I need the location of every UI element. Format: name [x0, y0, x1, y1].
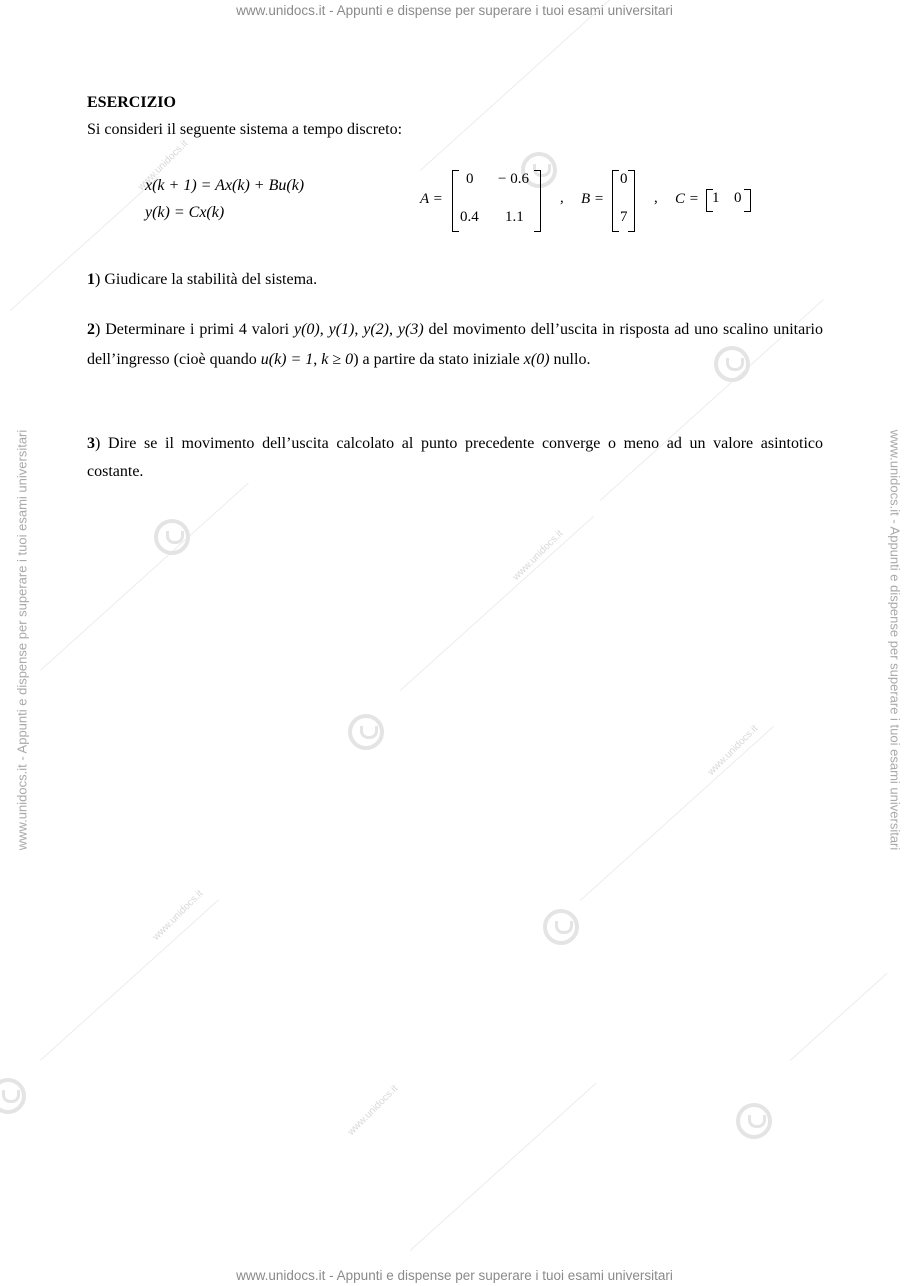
separator-comma: , [560, 190, 564, 206]
small-watermark: www.unidocs.it [705, 723, 761, 778]
exercise-title: ESERCIZIO [87, 94, 176, 111]
question-2-text-d: nullo. [549, 351, 591, 368]
matrix-b-label: B = [581, 191, 605, 207]
question-2-text-b: del movimento dell’uscita in risposta ad uno scalino unitario dell’ingresso (cioè quando [87, 321, 823, 368]
question-2-text-c: ) a partire da stato iniziale [353, 351, 524, 368]
left-side-watermark: www.unidocs.it - Appunti e dispense per superare i tuoi esami universitari [14, 429, 30, 851]
diagonal-line [400, 516, 594, 691]
small-watermark: www.unidocs.it [345, 1083, 401, 1138]
matrix-a-r1c2: − 0.6 [498, 171, 529, 187]
unidocs-logo-icon [0, 1078, 26, 1114]
question-2-y0: y(0) [293, 321, 320, 338]
matrix-b-right-bracket [628, 170, 635, 232]
separator-comma: , [654, 190, 658, 206]
matrix-c-label: C = [675, 191, 699, 207]
question-2-y1: y(1) [328, 321, 355, 338]
question-2-y2: y(2) [363, 321, 390, 338]
diagonal-line [410, 1083, 596, 1251]
matrix-b-r1: 0 [620, 171, 628, 187]
matrix-a-left-bracket [452, 170, 459, 232]
exercise-intro: Si consideri il seguente sistema a tempo discreto: [87, 121, 403, 138]
unidocs-logo-icon [154, 519, 190, 555]
unidocs-logo-icon [543, 909, 579, 945]
question-2-number: 2 [87, 321, 95, 338]
question-3 [87, 430, 823, 486]
output-equation: y(k) = Cx(k) [145, 204, 225, 221]
right-side-watermark: www.unidocs.it - Appunti e dispense per superare i tuoi esami universitari [887, 429, 903, 851]
matrix-c-right-bracket [744, 189, 751, 212]
small-watermark: www.unidocs.it [150, 888, 206, 943]
question-2-x0: x(0) [523, 351, 550, 368]
matrix-c-c1: 1 [712, 190, 720, 206]
question-1 [87, 265, 823, 295]
small-watermark: www.unidocs.it [510, 528, 566, 583]
header-watermark: www.unidocs.it - Appunti e dispense per superare i tuoi esami universitari [236, 3, 673, 18]
small-watermark: www.unidocs.it [135, 138, 191, 193]
diagonal-line [790, 973, 887, 1061]
question-1-number: 1 [87, 271, 95, 288]
question-2-y3: y(3) [397, 321, 424, 338]
question-2-condition: k ≥ 0 [321, 351, 354, 368]
unidocs-logo-icon [348, 714, 384, 750]
diagonal-line [40, 483, 249, 671]
diagonal-line [40, 899, 219, 1060]
matrix-a-right-bracket [534, 170, 541, 232]
matrix-c-c2: 0 [734, 190, 742, 206]
state-equation: x(k + 1) = Ax(k) + Bu(k) [145, 177, 305, 194]
question-2: 2) Determinare i primi 4 valori y(0), y(1), y(2), y(3) del movimento dell’uscita in risposta ad uno scalino unitario dell’ingresso (cioè quando u(k) = 1, k ≥ 0) a partire da stato iniziale x(0) nullo. [87, 321, 823, 368]
question-3-number: 3 [87, 435, 95, 452]
matrix-a-label: A = [420, 191, 443, 207]
question-3-text: ) Dire se il movimento dell’uscita calcolato al punto precedente converge o meno ad un valore asintotico costante. [87, 435, 823, 480]
matrix-a-r2c2: 1.1 [505, 209, 524, 225]
matrix-a-r2c1: 0.4 [460, 209, 479, 225]
matrix-b-left-bracket [612, 170, 619, 232]
question-1-text: ) Giudicare la stabilità del sistema. [95, 271, 318, 288]
unidocs-logo-icon [736, 1103, 772, 1139]
diagonal-line [580, 726, 774, 901]
diagonal-line [420, 0, 614, 171]
footer-watermark: www.unidocs.it - Appunti e dispense per superare i tuoi esami universitari [236, 1268, 673, 1283]
matrix-a-r1c1: 0 [466, 171, 474, 187]
question-2-input: u(k) = 1 [260, 351, 314, 368]
question-2-text-a: ) Determinare i primi 4 valori [95, 321, 294, 338]
matrix-b-r2: 7 [620, 209, 628, 225]
